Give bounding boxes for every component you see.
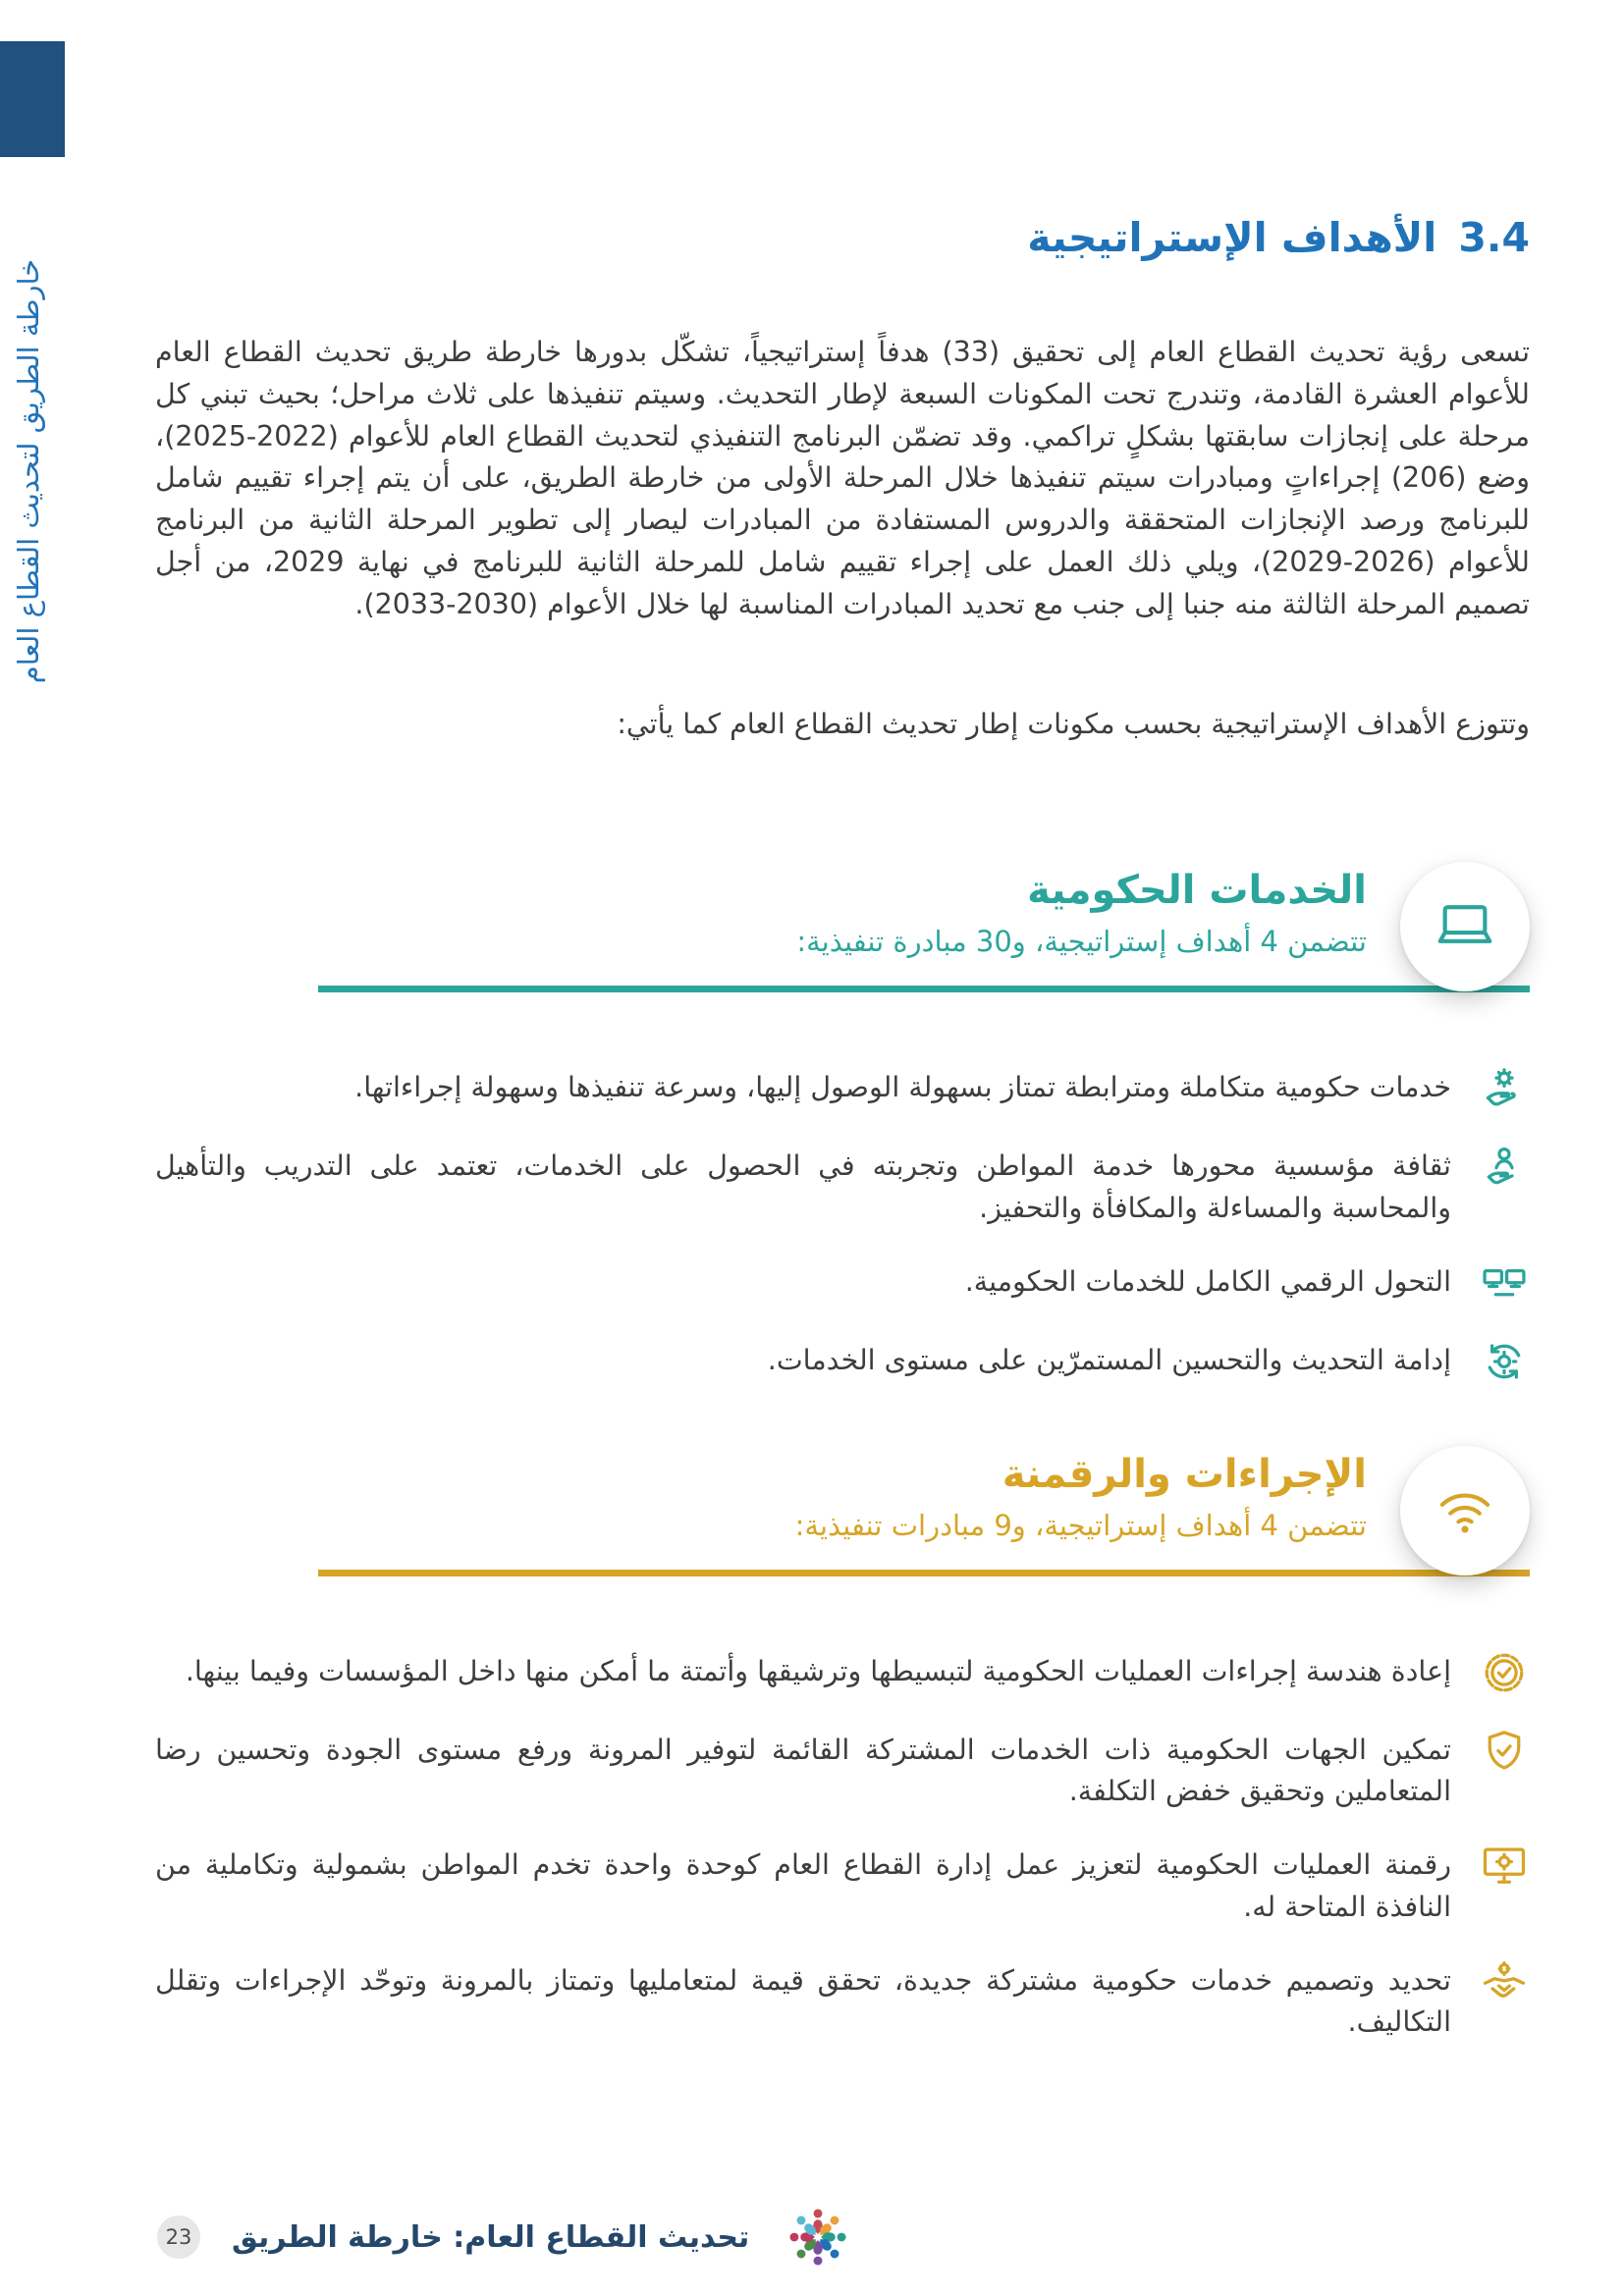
objective-text: تحديد وتصميم خدمات حكومية مشتركة جديدة، تحقق قيمة لمتعامليها وتمتاز بالمرونة وتوحّد الإجراءات وتقلل التكاليف. [155, 1963, 1451, 2039]
program-logo-icon [781, 2200, 855, 2274]
shield-check-icon [1479, 1726, 1530, 1777]
person-hand-icon [1479, 1142, 1530, 1193]
section-header [155, 862, 1530, 991]
objective-item [155, 1844, 1530, 1929]
intro-paragraph: تسعى رؤية تحديث القطاع العام إلى تحقيق (33) هدفاً إستراتيجياً، تشكّل بدورها خارطة طريق تحديث القطاع العام للأعوام العشرة القادمة، وتندرج تحت المكونات السبعة لإطار التحديث. وسيتم تنفيذها على ثلاث مراحل؛ بحيث تبني كل مرحلة على إنجازات سابقتها بشكلٍ تراكمي. وقد تضمّن البرنامج التنفيذي لتحديث القطاع العام للأعوام (2022‏-‏2025)، وضع (206) إجراءاتٍ ومبادرات سيتم تنفيذها خلال المرحلة الأولى من خارطة الطريق، على أن يتم إجراء تقييم شامل للبرنامج ورصد الإنجازات المتحققة والدروس المستفادة من المبادرات ليصار إلى تطوير المرحلة الثانية من البرنامج للأعوام (2026‏-‏2029)، ويلي ذلك العمل على إجراء تقييم شامل للمرحلة الثانية للبرنامج في نهاية 2029، من أجل تصميم المرحلة الثالثة منه جنبا إلى جنب مع تحديد المبادرات المناسبة لها خلال الأعوام (2030‏-‏2033). [155, 336, 1531, 620]
gear-hand-icon [1479, 1063, 1530, 1114]
section-titles [795, 1446, 1367, 1542]
check-badge-icon [1479, 1647, 1530, 1698]
section-government-services [155, 862, 1530, 1387]
page-number-badge: 23 [157, 2216, 200, 2259]
sidebar-accent-block [0, 41, 65, 157]
objective-item [155, 1730, 1530, 1814]
objectives-list [155, 1067, 1530, 1387]
wifi-icon [1400, 1446, 1530, 1575]
objective-text: التحول الرقمي الكامل للخدمات الحكومية. [964, 1264, 1451, 1298]
section-divider [318, 986, 1530, 992]
objective-text: رقمنة العمليات الحكومية لتعزيز عمل إدارة القطاع العام كوحدة واحدة تخدم المواطن بشمولية وتكاملية من النافذة المتاحة له. [155, 1848, 1451, 1923]
objective-item [155, 1261, 1530, 1308]
laptop-icon [1400, 862, 1530, 991]
objective-text: تمكين الجهات الحكومية ذات الخدمات المشتركة القائمة لتوفير المرونة ورفع مستوى الجودة وتحسين رضا المتعاملين وتحقيق خفض التكلفة. [155, 1733, 1451, 1808]
objective-item [155, 1960, 1530, 2045]
section-title: الإجراءات والرقمنة [1001, 1451, 1367, 1497]
lead-in-text: وتتوزع الأهداف الإستراتيجية بحسب مكونات إطار تحديث القطاع العام كما يأتي: [617, 708, 1530, 741]
section-title: الخدمات الحكومية [1027, 868, 1367, 913]
handshake-gear-icon [1479, 1956, 1530, 2007]
objective-text: ثقافة مؤسسية محورها خدمة المواطن وتجربته في الحصول على الخدمات، تعتمد على التدريب والتأهيل والمحاسبة والمساءلة والمكافأة والتحفيز. [155, 1149, 1451, 1224]
page-footer [157, 2200, 855, 2274]
objective-item [155, 1651, 1530, 1698]
section-titles [796, 862, 1367, 958]
cycle-gear-icon [1479, 1336, 1530, 1387]
objective-text: إعادة هندسة إجراءات العمليات الحكومية لتبسيطها وترشيقها وأتمتة ما أمكن منها داخل المؤسسات وفيما بينها. [185, 1654, 1451, 1687]
objective-text: إدامة التحديث والتحسين المستمرّين على مستوى الخدمات. [767, 1343, 1451, 1376]
heading-number: 3.4 [1458, 214, 1530, 261]
objective-text: خدمات حكومية متكاملة ومترابطة تمتاز بسهولة الوصول إليها، وسرعة تنفيذها وسهولة إجراءاتها. [354, 1071, 1451, 1103]
section-procedures-digitization [155, 1446, 1530, 2045]
objective-item [155, 1067, 1530, 1114]
section-divider [318, 1570, 1530, 1576]
section-subtitle: تتضمن 4 أهداف إستراتيجية، و30 مبادرة تنفيذية: [796, 925, 1367, 958]
footer-title: تحديث القطاع العام: خارطة الطريق [232, 2219, 750, 2255]
screens-icon [1479, 1257, 1530, 1308]
section-header [155, 1446, 1530, 1575]
objective-item [155, 1146, 1530, 1230]
monitor-gear-icon [1479, 1841, 1530, 1892]
section-subtitle: تتضمن 4 أهداف إستراتيجية، و9 مبادرات تنفيذية: [794, 1508, 1367, 1542]
page-title [155, 214, 1530, 261]
heading-title: الأهداف الإستراتيجية [1027, 214, 1437, 261]
objectives-list [155, 1651, 1530, 2045]
sidebar-vertical-title: خارطة الطريق لتحديث القطاع العام [12, 258, 45, 684]
objective-item [155, 1340, 1530, 1387]
